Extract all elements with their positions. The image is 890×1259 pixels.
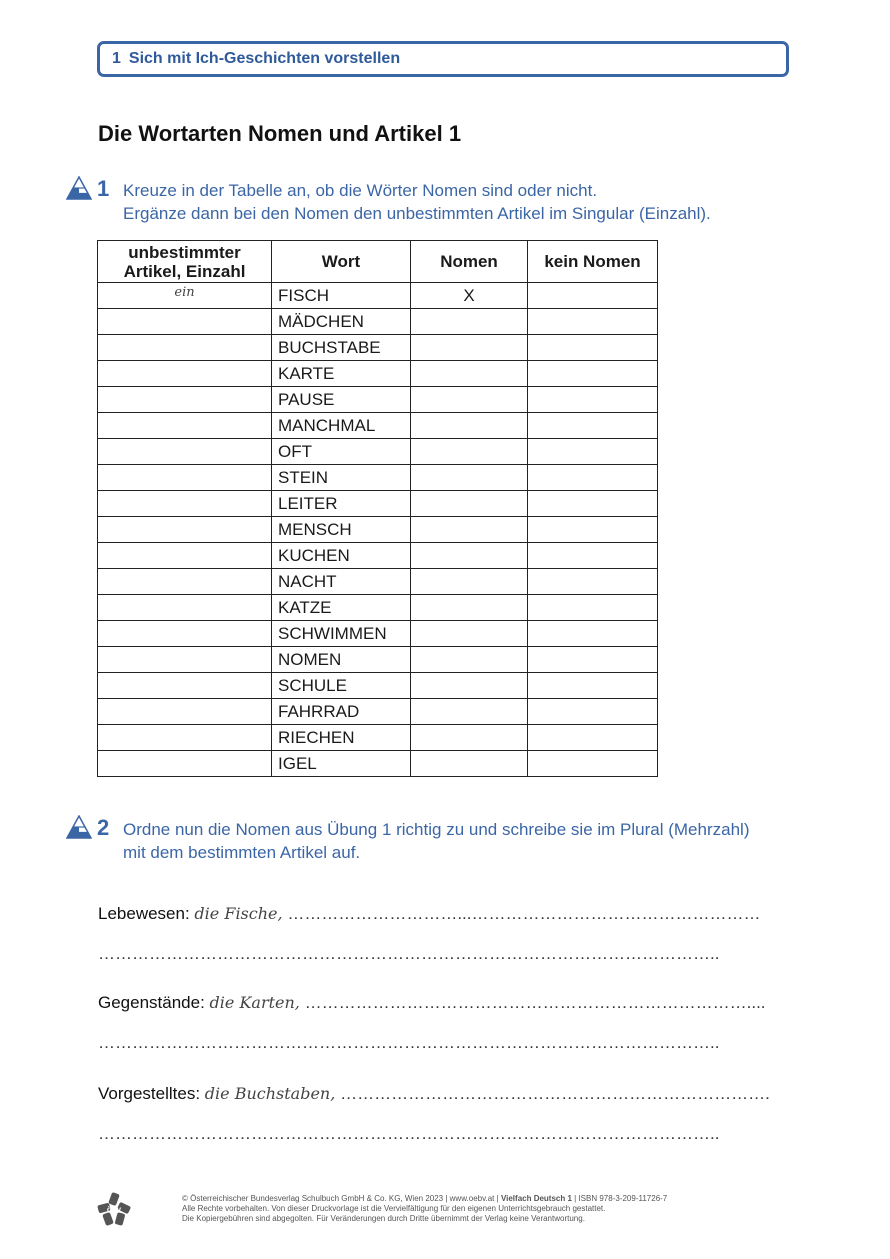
footer-isbn: | ISBN 978-3-209-11726-7 [571,1194,668,1203]
dotted-line: ……………………………………………………………………………………………….. [98,1033,720,1052]
label-lebewesen: Lebewesen: [98,904,190,923]
task-1-line-2: Ergänze dann bei den Nomen den unbestimmten Artikel im Singular (Einzahl). [123,204,711,223]
cell-word: SCHULE [272,673,411,699]
difficulty-pyramid-icon [66,176,92,200]
cell-not-noun[interactable] [528,699,658,725]
cell-noun[interactable] [411,413,528,439]
cell-not-noun[interactable] [528,751,658,777]
task-1-instructions [123,179,711,225]
answer-line-vorgestelltes[interactable] [98,1084,790,1104]
cell-noun[interactable] [411,673,528,699]
cell-word: RIECHEN [272,725,411,751]
logo-text: öbv [106,1205,122,1214]
cell-noun[interactable] [411,361,528,387]
label-vorgestelltes: Vorgestelltes: [98,1084,201,1103]
cell-word: MENSCH [272,517,411,543]
cell-article[interactable] [98,413,272,439]
cell-noun[interactable] [411,309,528,335]
cell-word: STEIN [272,465,411,491]
cell-not-noun[interactable] [528,595,658,621]
cell-word: BUCHSTABE [272,335,411,361]
cell-word: FISCH [272,283,411,309]
cell-not-noun[interactable] [528,491,658,517]
table-row [98,569,658,595]
table-row [98,491,658,517]
cell-word: KARTE [272,361,411,387]
cell-not-noun[interactable] [528,283,658,309]
cell-article[interactable] [98,465,272,491]
label-gegenstaende: Gegenstände: [98,993,205,1012]
header-article-line-1: unbestimmter [128,242,241,262]
answer-line-gegenstaende[interactable] [98,993,790,1013]
handwritten-lebewesen: die Fische, [194,904,283,923]
cell-noun[interactable] [411,751,528,777]
header-word: Wort [272,241,411,283]
cell-not-noun[interactable] [528,309,658,335]
cell-article[interactable] [98,673,272,699]
cell-article[interactable] [98,335,272,361]
answer-line-blank[interactable] [98,1033,790,1053]
table-row [98,283,658,309]
table-row [98,439,658,465]
cell-article[interactable] [98,569,272,595]
cell-not-noun[interactable] [528,569,658,595]
cell-not-noun[interactable] [528,465,658,491]
cell-noun[interactable] [411,543,528,569]
cell-noun[interactable] [411,569,528,595]
footer-line-3: Die Kopiergebühren sind abgegolten. Für Veränderungen durch Dritte übernimmt der Verlag keine Verantwortung. [182,1214,585,1223]
table-row [98,517,658,543]
cell-article[interactable] [98,491,272,517]
cell-not-noun[interactable] [528,439,658,465]
table-row [98,751,658,777]
cell-article[interactable] [98,309,272,335]
cell-noun[interactable] [411,517,528,543]
table-row [98,465,658,491]
cell-not-noun[interactable] [528,725,658,751]
cell-article[interactable] [98,361,272,387]
chapter-number: 1 [112,50,121,67]
table-row [98,309,658,335]
table-row [98,621,658,647]
dotted-line: ……………………………………………………………………………………………….. [98,1124,720,1143]
cell-not-noun[interactable] [528,361,658,387]
dotted-line: ……………………………………………………………………………………………….. [98,944,720,963]
cell-article[interactable] [98,725,272,751]
cell-word: IGEL [272,751,411,777]
cell-word: KUCHEN [272,543,411,569]
cell-not-noun[interactable] [528,517,658,543]
cell-noun[interactable] [411,465,528,491]
cell-not-noun[interactable] [528,543,658,569]
cell-noun[interactable] [411,439,528,465]
table-row [98,647,658,673]
cell-article[interactable] [98,387,272,413]
cell-noun[interactable] [411,647,528,673]
header-not-noun: kein Nomen [528,241,658,283]
word-table [97,240,658,777]
table-row [98,335,658,361]
footer-copyright [182,1194,667,1224]
dotted-line: …………………………………………………………………….... [304,993,766,1012]
task-1-number: 1 [97,176,110,201]
table-row [98,725,658,751]
cell-noun[interactable] [411,725,528,751]
table-row [98,595,658,621]
answer-line-blank[interactable] [98,944,790,964]
cell-noun[interactable] [411,335,528,361]
cell-word: KATZE [272,595,411,621]
cell-article[interactable] [98,647,272,673]
table-row [98,413,658,439]
footer-line-2: Alle Rechte vorbehalten. Von dieser Druckvorlage ist die Vervielfältigung für den eigenen Unterrichtsgebrauch gestattet. [182,1204,606,1213]
cell-not-noun[interactable] [528,621,658,647]
task-2-line-1: Ordne nun die Nomen aus Übung 1 richtig zu und schreibe sie im Plural (Mehrzahl) [123,820,750,839]
dotted-line: …………………………...…………………………………………… [287,904,761,923]
table-row [98,387,658,413]
chapter-header [97,41,789,77]
cell-word: LEITER [272,491,411,517]
table-row [98,673,658,699]
cell-not-noun[interactable] [528,413,658,439]
publisher-logo-icon [97,1192,131,1226]
header-noun: Nomen [411,241,528,283]
cell-noun[interactable] [411,595,528,621]
page-title: Die Wortarten Nomen und Artikel 1 [98,121,462,146]
table-row [98,543,658,569]
cell-article[interactable] [98,595,272,621]
answer-line-blank[interactable] [98,1124,790,1144]
cell-word: MANCHMAL [272,413,411,439]
cell-word: NACHT [272,569,411,595]
cell-article[interactable] [98,517,272,543]
handwritten-gegenstaende: die Karten, [209,993,300,1012]
cell-word: NOMEN [272,647,411,673]
cell-noun[interactable] [411,491,528,517]
table-body [98,283,658,777]
cell-not-noun[interactable] [528,335,658,361]
footer-line-1-a: © Österreichischer Bundesverlag Schulbuch GmbH & Co. KG, Wien 2023 | www.oebv.at | [182,1194,501,1203]
cell-word: MÄDCHEN [272,309,411,335]
dotted-line: …………………………………………………………………. [340,1084,770,1103]
cell-not-noun[interactable] [528,387,658,413]
task-1-line-1: Kreuze in der Tabelle an, ob die Wörter Nomen sind oder nicht. [123,181,598,200]
task-2-line-2: mit dem bestimmten Artikel auf. [123,843,361,862]
cell-noun[interactable] [411,387,528,413]
chapter-title: Sich mit Ich-Geschichten vorstellen [128,50,401,67]
answer-line-lebewesen[interactable] [98,904,790,924]
task-2-number: 2 [97,815,110,840]
footer-line-1 [182,1194,667,1204]
cell-article[interactable] [98,543,272,569]
cell-word: SCHWIMMEN [272,621,411,647]
header-article-line-2: Artikel, Einzahl [123,261,246,281]
cell-article[interactable] [98,621,272,647]
difficulty-pyramid-icon [66,815,92,839]
cell-word: PAUSE [272,387,411,413]
cell-article[interactable] [98,751,272,777]
cell-article[interactable]: ein [98,283,272,309]
cell-word: FAHRRAD [272,699,411,725]
cell-noun[interactable] [411,621,528,647]
cell-article[interactable] [98,439,272,465]
footer-book-title: Vielfach Deutsch 1 [500,1194,572,1203]
cell-not-noun[interactable] [528,673,658,699]
table-row [98,361,658,387]
cell-article[interactable] [98,699,272,725]
header-article [98,241,272,283]
cell-noun[interactable]: X [411,283,528,309]
table-header-row [98,241,658,283]
table-row [98,699,658,725]
task-2-instructions [123,818,749,864]
cell-word: OFT [272,439,411,465]
cell-noun[interactable] [411,699,528,725]
handwritten-vorgestelltes: die Buchstaben, [204,1084,336,1103]
cell-not-noun[interactable] [528,647,658,673]
